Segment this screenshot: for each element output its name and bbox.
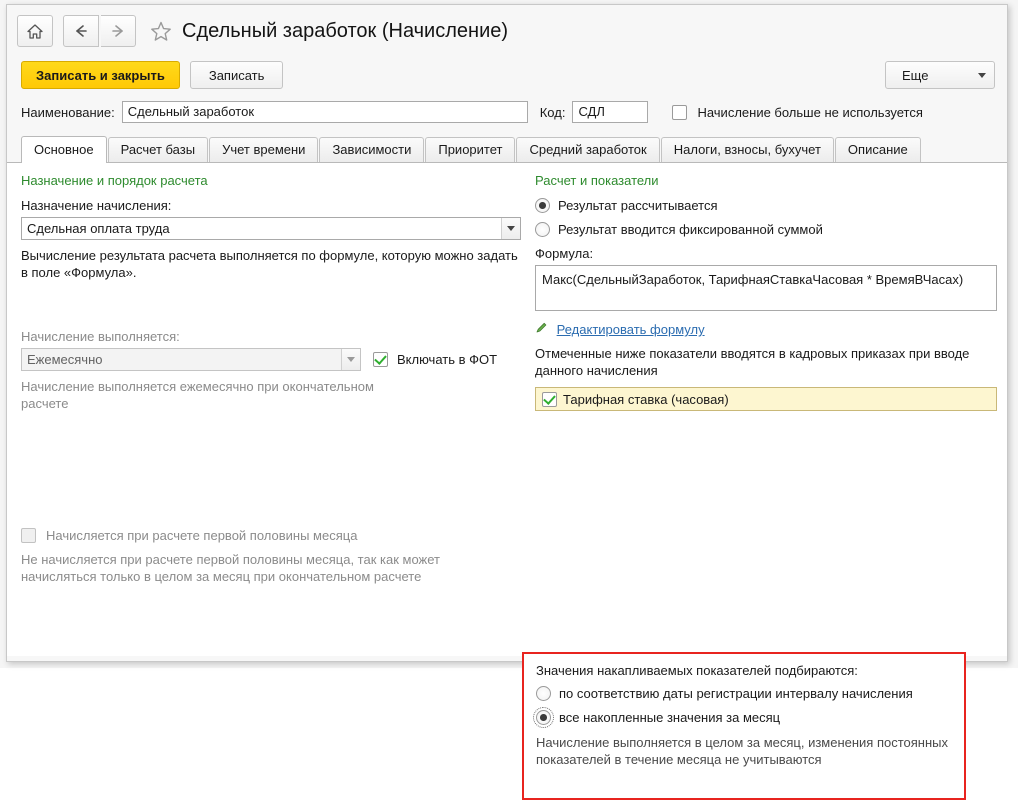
pencil-icon bbox=[535, 321, 548, 337]
accumulated-by-date-label: по соответствию даты регистрации интервалу начисления bbox=[559, 686, 913, 701]
edit-formula-row bbox=[535, 321, 997, 337]
tab-nalogi-vznosy[interactable]: Налоги, взносы, бухучет bbox=[661, 137, 834, 162]
periodicity-help-text: Начисление выполняется ежемесячно при окончательном расчете bbox=[21, 379, 374, 411]
tab-opisanie[interactable]: Описание bbox=[835, 137, 921, 162]
star-glyph bbox=[150, 21, 172, 42]
document-window bbox=[6, 4, 1008, 767]
nav-buttons bbox=[63, 15, 138, 47]
formula-help-text: Вычисление результата расчета выполняется по формуле, которую можно задать в поле «Формула». bbox=[21, 248, 518, 280]
formula-label: Формула: bbox=[535, 246, 594, 261]
periodicity-label: Начисление выполняется: bbox=[21, 329, 180, 344]
calc-computed-label: Результат рассчитывается bbox=[558, 198, 718, 213]
chevron-down-icon[interactable] bbox=[501, 218, 520, 239]
periodicity-combobox[interactable] bbox=[21, 348, 361, 371]
accumulated-lead: Значения накапливаемых показателей подбираются: bbox=[536, 663, 858, 678]
not-used-checkbox[interactable] bbox=[672, 105, 687, 120]
indicators-help-text: Отмеченные ниже показатели вводятся в кадровых приказах при вводе данного начисления bbox=[535, 346, 970, 378]
header-fields bbox=[7, 93, 1007, 133]
periodicity-value: Ежемесячно bbox=[27, 352, 103, 367]
code-label: Код: bbox=[539, 104, 566, 120]
accumulated-note: Начисление выполняется в целом за месяц, изменения постоянных показателей в течение месяца не учитываются bbox=[536, 735, 949, 767]
arrow-right-icon[interactable] bbox=[101, 15, 136, 47]
first-half-help-text: Не начисляется при расчете первой половины месяца, так как может начисляться только в целом за месяц при окончательном расчете bbox=[21, 552, 440, 584]
arrow-left-glyph bbox=[73, 25, 89, 37]
page-title: Сдельный заработок (Начисление) bbox=[182, 19, 509, 42]
more-menu-button[interactable] bbox=[885, 61, 995, 89]
caret-glyph bbox=[347, 357, 355, 362]
calc-fixed-label: Результат вводится фиксированной суммой bbox=[558, 222, 823, 237]
calc-fixed-option[interactable] bbox=[535, 222, 997, 237]
right-column bbox=[535, 173, 997, 411]
periodicity-row bbox=[21, 348, 521, 371]
calc-computed-option[interactable] bbox=[535, 198, 997, 213]
chevron-down-icon[interactable] bbox=[341, 349, 360, 370]
first-half-row bbox=[21, 528, 521, 543]
accumulated-indicators-panel bbox=[522, 652, 966, 800]
caret-glyph bbox=[507, 226, 515, 231]
tab-raschet-bazy[interactable]: Расчет базы bbox=[108, 137, 209, 162]
home-glyph bbox=[27, 24, 43, 39]
tab-content bbox=[7, 163, 1007, 767]
include-fot-checkbox[interactable] bbox=[373, 352, 388, 367]
purpose-value: Сдельная оплата труда bbox=[27, 221, 170, 236]
save-and-close-button[interactable]: Записать и закрыть bbox=[21, 61, 180, 89]
radio-fixed[interactable] bbox=[535, 222, 550, 237]
tab-sredniy-zarabotok[interactable]: Средний заработок bbox=[516, 137, 659, 162]
arrow-right-glyph bbox=[110, 25, 126, 37]
name-input[interactable] bbox=[122, 101, 528, 123]
radio-computed[interactable] bbox=[535, 198, 550, 213]
indicator-row[interactable] bbox=[535, 387, 997, 411]
tab-prioritet[interactable]: Приоритет bbox=[425, 137, 515, 162]
accumulated-by-date-option[interactable] bbox=[536, 686, 952, 701]
star-icon[interactable] bbox=[146, 16, 176, 46]
left-section-title: Назначение и порядок расчета bbox=[21, 173, 208, 188]
accumulated-all-month-option[interactable] bbox=[536, 710, 952, 725]
include-fot-label: Включать в ФОТ bbox=[397, 352, 498, 367]
arrow-left-icon[interactable] bbox=[63, 15, 99, 47]
command-bar bbox=[7, 57, 1007, 93]
indicator-label: Тарифная ставка (часовая) bbox=[563, 391, 729, 407]
purpose-label: Назначение начисления: bbox=[21, 198, 172, 213]
title-bar bbox=[7, 5, 1007, 57]
tab-uchet-vremeni[interactable]: Учет времени bbox=[209, 137, 318, 162]
first-half-label: Начисляется при расчете первой половины месяца bbox=[46, 528, 358, 543]
pencil-glyph bbox=[535, 321, 548, 334]
edit-formula-link[interactable]: Редактировать формулу bbox=[556, 322, 705, 337]
save-button[interactable]: Записать bbox=[190, 61, 284, 89]
home-icon[interactable] bbox=[17, 15, 53, 47]
accumulated-all-month-label: все накопленные значения за месяц bbox=[559, 710, 781, 725]
right-section-title: Расчет и показатели bbox=[535, 173, 659, 188]
code-input[interactable] bbox=[572, 101, 648, 123]
chevron-down-icon bbox=[978, 73, 986, 78]
radio-by-date[interactable] bbox=[536, 686, 551, 701]
more-menu-label: Еще bbox=[902, 67, 929, 83]
first-half-checkbox[interactable] bbox=[21, 528, 36, 543]
tab-osnovnoe[interactable]: Основное bbox=[21, 136, 107, 163]
purpose-combobox[interactable] bbox=[21, 217, 521, 240]
left-column bbox=[21, 173, 521, 585]
tab-zavisimosti[interactable]: Зависимости bbox=[319, 137, 424, 162]
tab-bar bbox=[7, 135, 1007, 163]
name-label: Наименование: bbox=[21, 104, 115, 120]
formula-textarea[interactable]: Макс(СдельныйЗаработок, ТарифнаяСтавкаЧасовая * ВремяВЧасах) bbox=[535, 265, 997, 311]
indicator-checkbox[interactable] bbox=[542, 392, 557, 407]
radio-all-month[interactable] bbox=[536, 710, 551, 725]
not-used-label: Начисление больше не используется bbox=[697, 104, 923, 120]
